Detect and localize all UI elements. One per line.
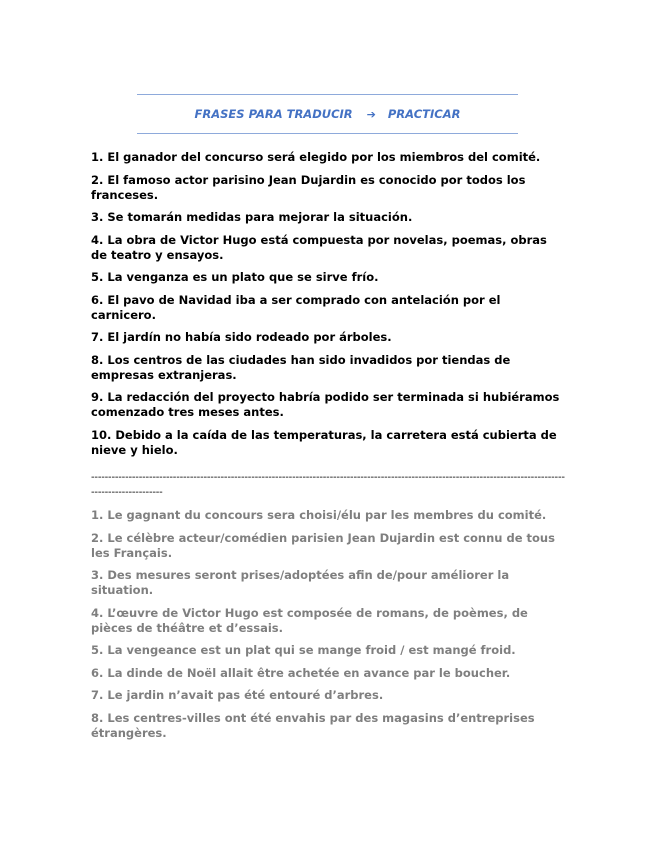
dashed-separator: ----------------------------------------------------------------------------------------------------------------------------------------------------------------	[91, 472, 565, 498]
french-translation-list	[91, 508, 566, 748]
french-sentence-4: 4. L’œuvre de Victor Hugo est composée de romans, de poèmes, de pièces de théâtre et d’essais.	[91, 605, 528, 635]
spanish-sentence-4: 4. La obra de Victor Hugo está compuesta por novelas, poemas, obras de teatro y ensayos.	[91, 232, 547, 262]
french-sentence-7: 7. Le jardin n’avait pas été entouré d’arbres.	[91, 688, 384, 702]
header-title: FRASES PARA TRADUCIR	[194, 107, 353, 121]
spanish-sentence-5: 5. La venganza es un plato que se sirve frío.	[91, 270, 379, 284]
header-subtitle: PRACTICAR	[387, 107, 461, 121]
french-sentence-6: 6. La dinde de Noël allait être achetée en avance par le boucher.	[91, 665, 511, 680]
document-header	[137, 94, 518, 134]
french-sentence-8: 8. Les centres-villes ont été envahis par des magasins d’entreprises étrangères.	[91, 710, 535, 740]
french-sentence-1: 1. Le gagnant du concours sera choisi/élu par les membres du comité.	[91, 508, 547, 522]
spanish-sentence-1: 1. El ganador del concurso será elegido por los miembros del comité.	[91, 150, 541, 164]
spanish-sentence-8: 8. Los centros de las ciudades han sido invadidos por tiendas de empresas extranjeras.	[91, 352, 511, 382]
french-sentence-2: 2. Le célèbre acteur/comédien parisien Jean Dujardin est connu de tous les Français.	[91, 530, 555, 560]
french-sentence-3: 3. Des mesures seront prises/adoptées afin de/pour améliorer la situation.	[91, 568, 510, 597]
spanish-sentence-7: 7. El jardín no había sido rodeado por árboles.	[91, 330, 392, 344]
spanish-sentence-10: 10. Debido a la caída de las temperaturas, la carretera está cubierta de nieve y hielo.	[91, 427, 557, 457]
spanish-sentence-list	[91, 150, 566, 465]
arrow-right-icon: ➔	[366, 107, 376, 121]
spanish-sentence-2: 2. El famoso actor parisino Jean Dujardin es conocido por todos los franceses.	[91, 172, 526, 202]
spanish-sentence-9: 9. La redacción del proyecto habría podido ser terminada si hubiéramos comenzado tres meses antes.	[91, 390, 560, 419]
spanish-sentence-3: 3. Se tomarán medidas para mejorar la situación.	[91, 210, 413, 224]
french-sentence-5: 5. La vengeance est un plat qui se mange froid / est mangé froid.	[91, 643, 516, 657]
spanish-sentence-6: 6. El pavo de Navidad iba a ser comprado con antelación por el carnicero.	[91, 292, 501, 322]
